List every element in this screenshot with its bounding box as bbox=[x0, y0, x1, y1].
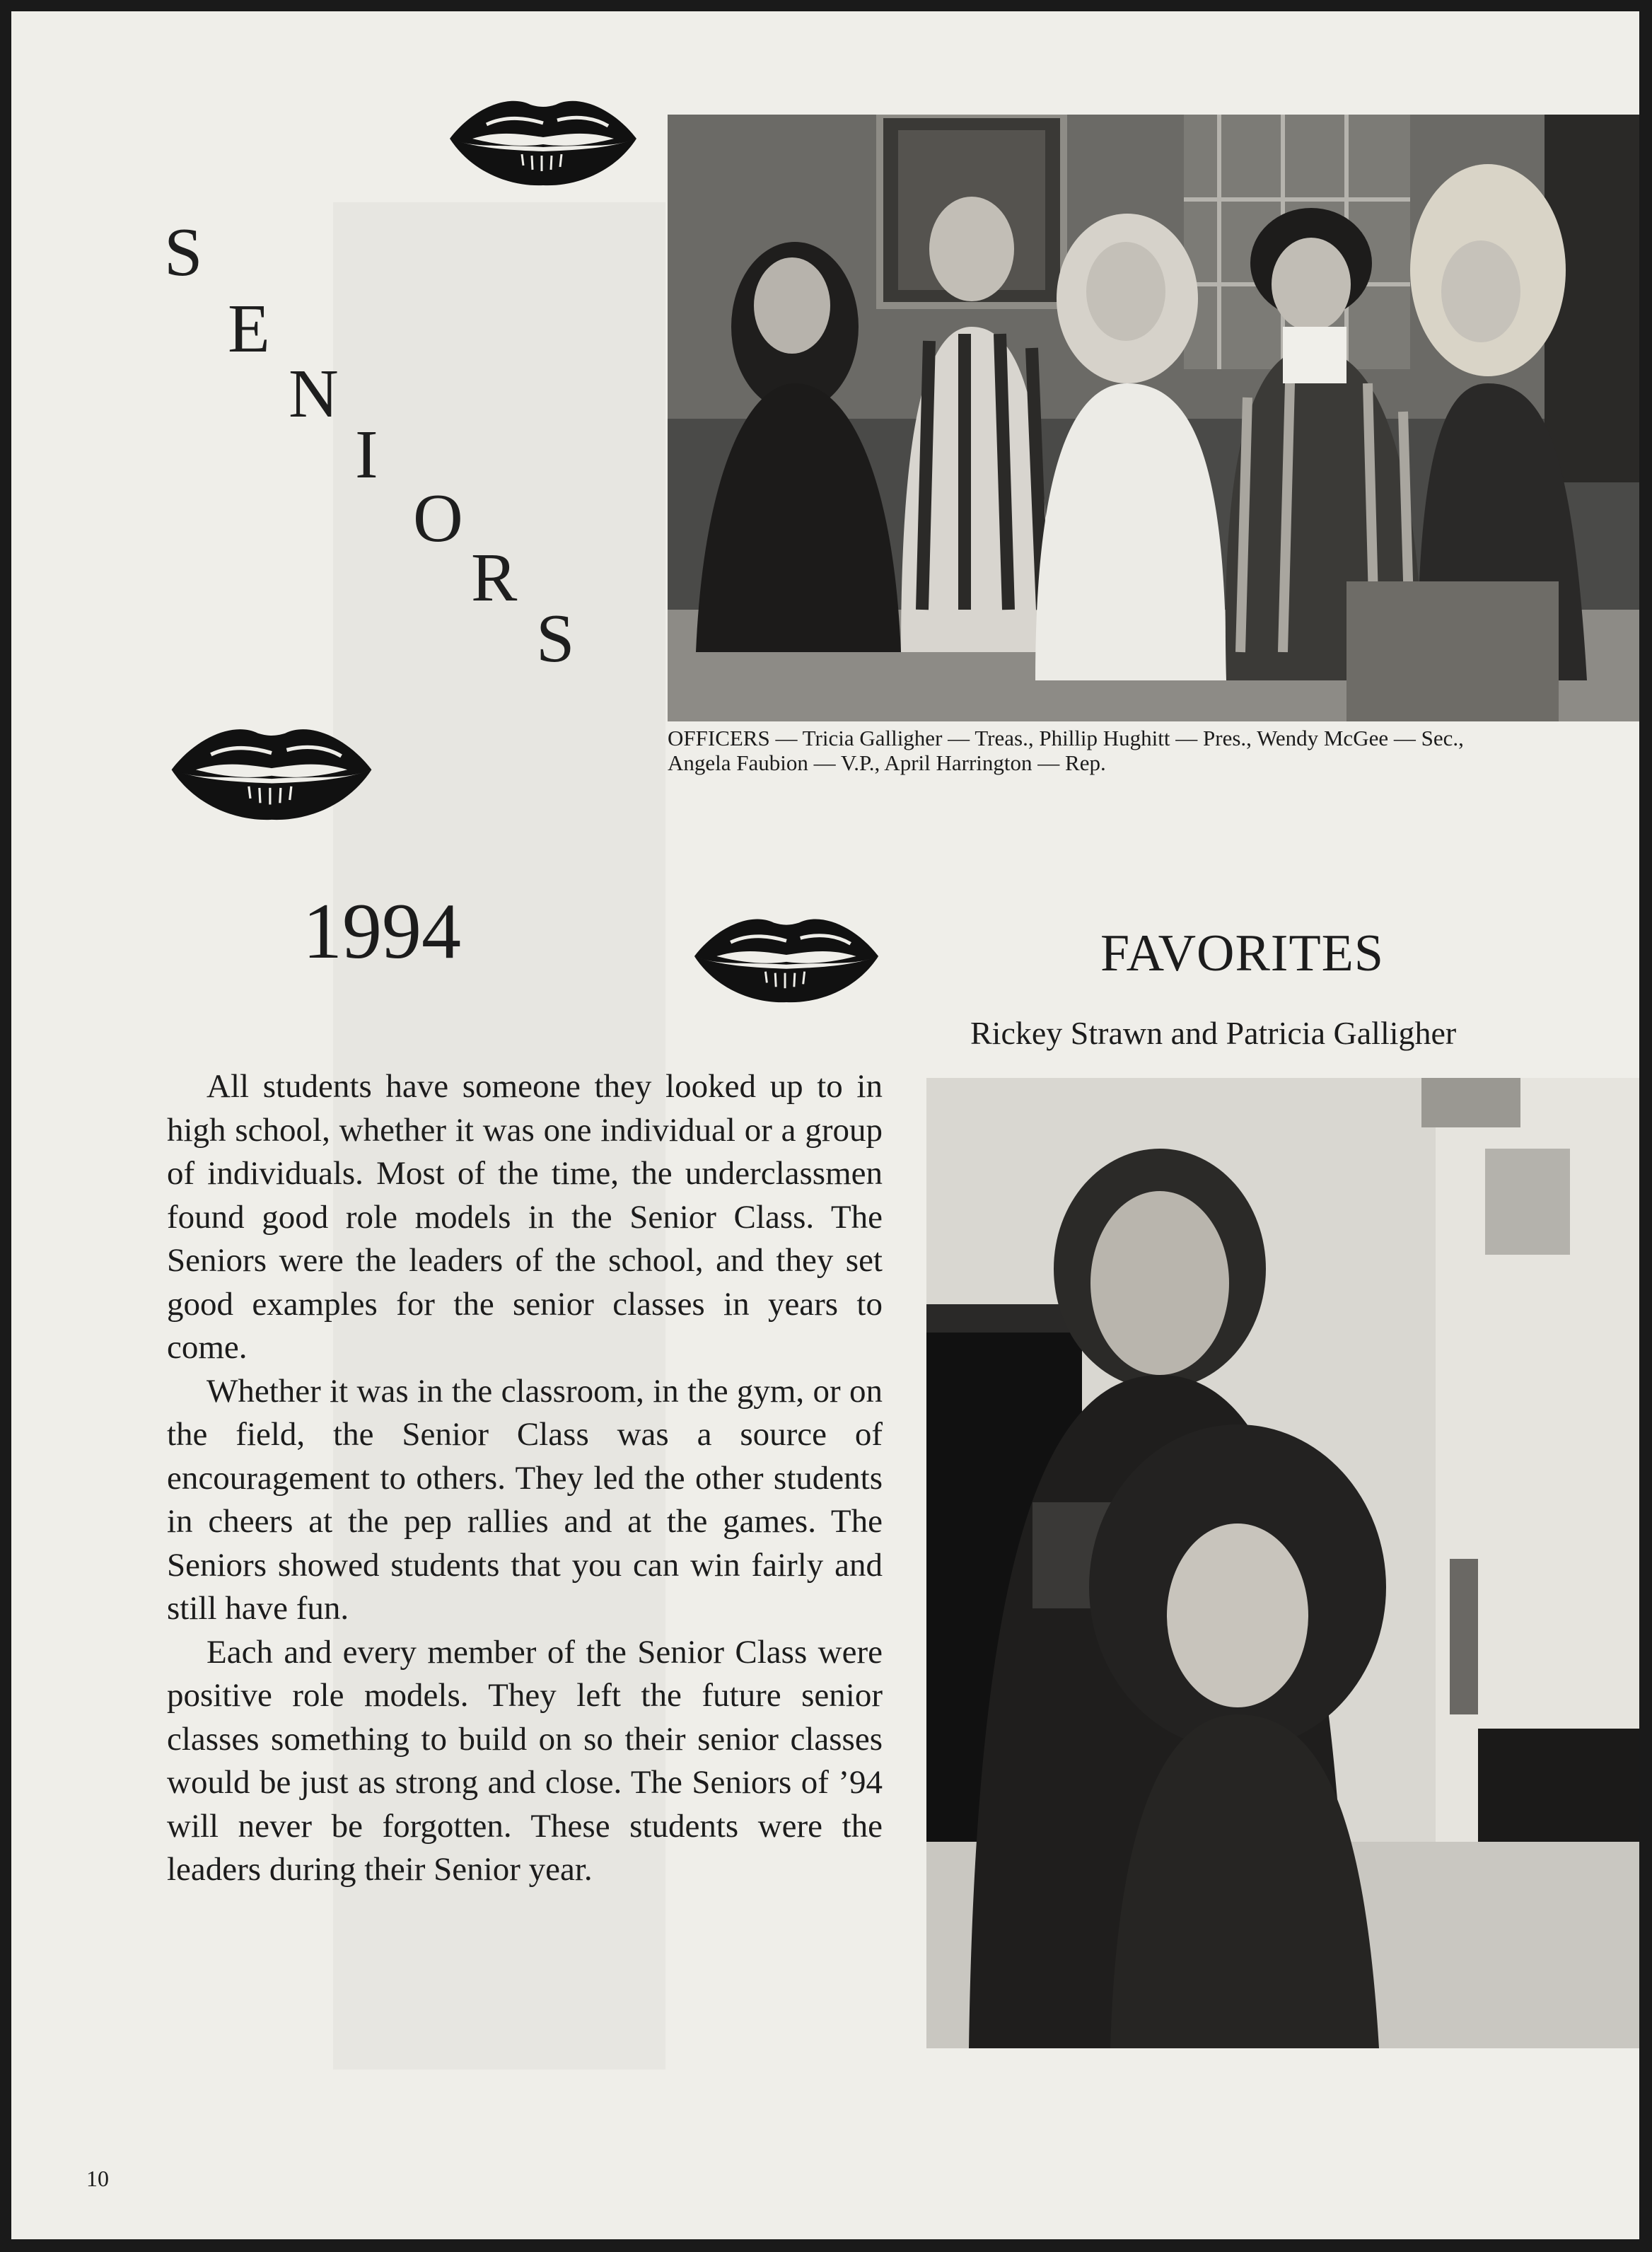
yearbook-page bbox=[11, 11, 1639, 2239]
article-paragraph: All students have someone they looked up to in high school, whether it was one individual or a group of individuals. Most of the time, the underclassmen found good role models in the Senior Class. The Seniors were the leaders of the school, and they set good examples for the senior classes in years to come. bbox=[167, 1068, 883, 1366]
class-year: 1994 bbox=[303, 888, 461, 975]
favorites-heading: FAVORITES bbox=[1100, 924, 1385, 982]
title-letter: S bbox=[536, 600, 575, 677]
article-paragraph: Each and every member of the Senior Class were positive role models. They left the future senior classes something to build on so their senior classes would be just as strong and close. The Seniors of ’94 will never be forgotten. These students were the leaders during their Senior year. bbox=[167, 1633, 883, 1888]
title-letter: S bbox=[164, 214, 203, 291]
page-number: 10 bbox=[86, 2166, 109, 2191]
title-letter: E bbox=[228, 291, 270, 367]
officers-caption: OFFICERS — Tricia Galligher — Treas., Phillip Hughitt — Pres., Wendy McGee — Sec., Angela Faubion — V.P., April Harrington — Rep. bbox=[668, 726, 1464, 775]
officers-photo bbox=[668, 115, 1639, 721]
favorites-photo bbox=[926, 1078, 1639, 2048]
lips-icon bbox=[165, 707, 378, 828]
title-letter: N bbox=[289, 356, 339, 432]
title-letter: O bbox=[413, 480, 463, 557]
article-body bbox=[167, 1065, 883, 1892]
lips-icon bbox=[444, 83, 642, 190]
title-letter: I bbox=[355, 417, 378, 493]
title-letter: R bbox=[471, 540, 518, 616]
favorites-names: Rickey Strawn and Patricia Galligher bbox=[970, 1015, 1457, 1051]
lips-icon bbox=[689, 901, 884, 1007]
article-paragraph: Whether it was in the classroom, in the gym, or on the field, the Senior Class was a source of encouragement to others. They led the other students in cheers at the pep rallies and at the games. The Seniors showed students that you can win fairly and still have fun. bbox=[167, 1372, 883, 1627]
